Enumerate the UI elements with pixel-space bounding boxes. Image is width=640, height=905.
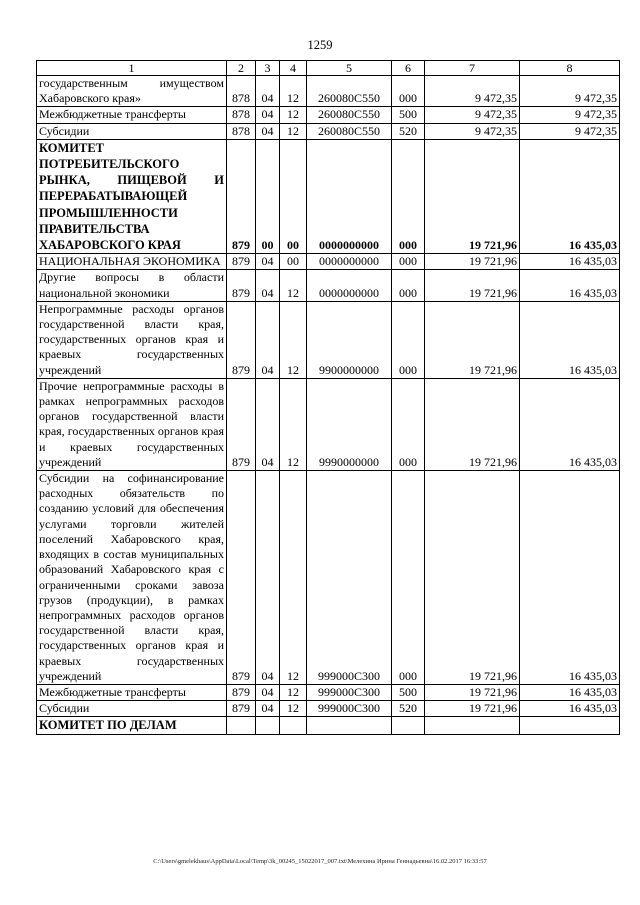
row-section: 04 <box>256 301 280 378</box>
row-amount-2: 9 472,35 <box>520 123 620 139</box>
row-amount-2: 16 435,03 <box>520 471 620 685</box>
row-target-article: 9900000000 <box>307 301 392 378</box>
row-name: Межбюджетные трансферты <box>37 107 227 123</box>
row-admin-code: 879 <box>227 270 256 301</box>
row-admin-code: 879 <box>227 254 256 270</box>
table-row <box>37 301 620 378</box>
table-row <box>37 123 620 139</box>
row-admin-code: 878 <box>227 107 256 123</box>
row-subsection: 12 <box>280 684 307 700</box>
row-amount-2: 9 472,35 <box>520 107 620 123</box>
row-amount-2: 16 435,03 <box>520 139 620 253</box>
table-row <box>37 471 620 685</box>
row-target-article: 260080С550 <box>307 76 392 107</box>
row-subsection: 12 <box>280 270 307 301</box>
row-amount-1: 19 721,96 <box>425 139 520 253</box>
row-target-article <box>307 717 392 734</box>
row-target-article: 260080С550 <box>307 123 392 139</box>
row-name: государственным имуществом Хабаровского края» <box>37 76 227 107</box>
row-section: 04 <box>256 378 280 470</box>
row-subsection: 00 <box>280 139 307 253</box>
row-admin-code: 879 <box>227 471 256 685</box>
row-name: НАЦИОНАЛЬНАЯ ЭКОНОМИКА <box>37 254 227 270</box>
row-amount-1: 9 472,35 <box>425 123 520 139</box>
row-name: КОМИТЕТ ПОТРЕБИТЕЛЬСКОГО РЫНКА, ПИЩЕВОЙ И ПЕРЕРАБАТЫВАЮЩЕЙ ПРОМЫШЛЕННОСТИ ПРАВИТЕЛЬСТВА ХАБАРОВСКОГО КРАЯ <box>37 139 227 253</box>
table-row <box>37 270 620 301</box>
row-expense-type: 000 <box>392 76 425 107</box>
row-section: 04 <box>256 254 280 270</box>
row-expense-type: 500 <box>392 107 425 123</box>
row-expense-type: 000 <box>392 139 425 253</box>
row-section: 04 <box>256 684 280 700</box>
table-row <box>37 684 620 700</box>
header-cell: 3 <box>256 61 280 76</box>
row-subsection: 12 <box>280 123 307 139</box>
row-subsection <box>280 717 307 734</box>
row-target-article: 0000000000 <box>307 139 392 253</box>
row-section: 04 <box>256 123 280 139</box>
row-amount-2: 16 435,03 <box>520 701 620 717</box>
row-admin-code <box>227 717 256 734</box>
row-amount-2: 16 435,03 <box>520 254 620 270</box>
row-amount-2 <box>520 717 620 734</box>
table-row <box>37 378 620 470</box>
row-admin-code: 878 <box>227 123 256 139</box>
row-section: 04 <box>256 270 280 301</box>
row-subsection: 12 <box>280 471 307 685</box>
row-subsection: 12 <box>280 378 307 470</box>
page-number: 1259 <box>307 38 333 52</box>
row-name: Межбюджетные трансферты <box>37 684 227 700</box>
row-name: КОМИТЕТ ПО ДЕЛАМ <box>37 717 227 734</box>
row-amount-1: 19 721,96 <box>425 378 520 470</box>
row-expense-type: 000 <box>392 254 425 270</box>
row-section: 04 <box>256 471 280 685</box>
row-section: 04 <box>256 76 280 107</box>
row-target-article: 0000000000 <box>307 254 392 270</box>
row-target-article: 0000000000 <box>307 270 392 301</box>
row-expense-type <box>392 717 425 734</box>
table-header-row <box>37 61 620 76</box>
row-amount-2: 16 435,03 <box>520 270 620 301</box>
row-subsection: 12 <box>280 107 307 123</box>
row-expense-type: 520 <box>392 701 425 717</box>
table-row <box>37 107 620 123</box>
row-amount-2: 9 472,35 <box>520 76 620 107</box>
row-name: Субсидии <box>37 701 227 717</box>
row-admin-code: 879 <box>227 684 256 700</box>
row-section: 04 <box>256 701 280 717</box>
header-cell: 6 <box>392 61 425 76</box>
row-admin-code: 879 <box>227 701 256 717</box>
row-subsection: 00 <box>280 254 307 270</box>
table-row <box>37 254 620 270</box>
row-amount-1: 19 721,96 <box>425 301 520 378</box>
row-section: 00 <box>256 139 280 253</box>
row-amount-2: 16 435,03 <box>520 378 620 470</box>
row-name: Непрограммные расходы органов государственной власти края, государственных органов края и краевых государственных учреждений <box>37 301 227 378</box>
footer-file-path: C:\Users\gmelekhaus\AppData\Local\Temp\3k_00245_15022017_007.txt\Мелехина Ирина Геннадьевна\16.02.2017 16:33:57 <box>153 858 487 865</box>
row-target-article: 999000С300 <box>307 471 392 685</box>
row-admin-code: 879 <box>227 139 256 253</box>
budget-table <box>36 60 620 735</box>
row-amount-1: 19 721,96 <box>425 701 520 717</box>
row-name: Субсидии <box>37 123 227 139</box>
row-target-article: 999000С300 <box>307 684 392 700</box>
row-admin-code: 879 <box>227 378 256 470</box>
header-cell: 8 <box>520 61 620 76</box>
row-admin-code: 879 <box>227 301 256 378</box>
row-target-article: 9990000000 <box>307 378 392 470</box>
row-name: Субсидии на софинансирование расходных обязательств по созданию условий для обеспечения услугами торговли жителей поселений Хабаровского края, входящих в состав муниципальных образований Хабаровского края с ограниченными сроками завоза грузов (продукции), в рамках непрограммных расходов органов государственной власти края, государственных органов края и краевых государственных учреждений <box>37 471 227 685</box>
row-name: Другие вопросы в области национальной экономики <box>37 270 227 301</box>
row-expense-type: 000 <box>392 378 425 470</box>
row-target-article: 999000С300 <box>307 701 392 717</box>
row-expense-type: 520 <box>392 123 425 139</box>
row-subsection: 12 <box>280 701 307 717</box>
row-expense-type: 000 <box>392 270 425 301</box>
table-row <box>37 701 620 717</box>
header-cell: 7 <box>425 61 520 76</box>
row-subsection: 12 <box>280 76 307 107</box>
row-expense-type: 000 <box>392 471 425 685</box>
row-amount-1: 19 721,96 <box>425 471 520 685</box>
row-amount-2: 16 435,03 <box>520 301 620 378</box>
row-section: 04 <box>256 107 280 123</box>
table-row <box>37 717 620 734</box>
row-amount-1: 9 472,35 <box>425 107 520 123</box>
row-amount-1 <box>425 717 520 734</box>
table-row <box>37 76 620 107</box>
header-cell: 4 <box>280 61 307 76</box>
row-amount-2: 16 435,03 <box>520 684 620 700</box>
row-admin-code: 878 <box>227 76 256 107</box>
row-expense-type: 000 <box>392 301 425 378</box>
row-amount-1: 19 721,96 <box>425 684 520 700</box>
row-amount-1: 9 472,35 <box>425 76 520 107</box>
row-name: Прочие непрограммные расходы в рамках непрограммных расходов органов государственной власти края, государственных органов края и краевых государственных учреждений <box>37 378 227 470</box>
header-cell: 5 <box>307 61 392 76</box>
row-amount-1: 19 721,96 <box>425 270 520 301</box>
row-section <box>256 717 280 734</box>
table-row <box>37 139 620 253</box>
row-subsection: 12 <box>280 301 307 378</box>
row-amount-1: 19 721,96 <box>425 254 520 270</box>
row-target-article: 260080С550 <box>307 107 392 123</box>
header-cell: 1 <box>37 61 227 76</box>
row-expense-type: 500 <box>392 684 425 700</box>
header-cell: 2 <box>227 61 256 76</box>
